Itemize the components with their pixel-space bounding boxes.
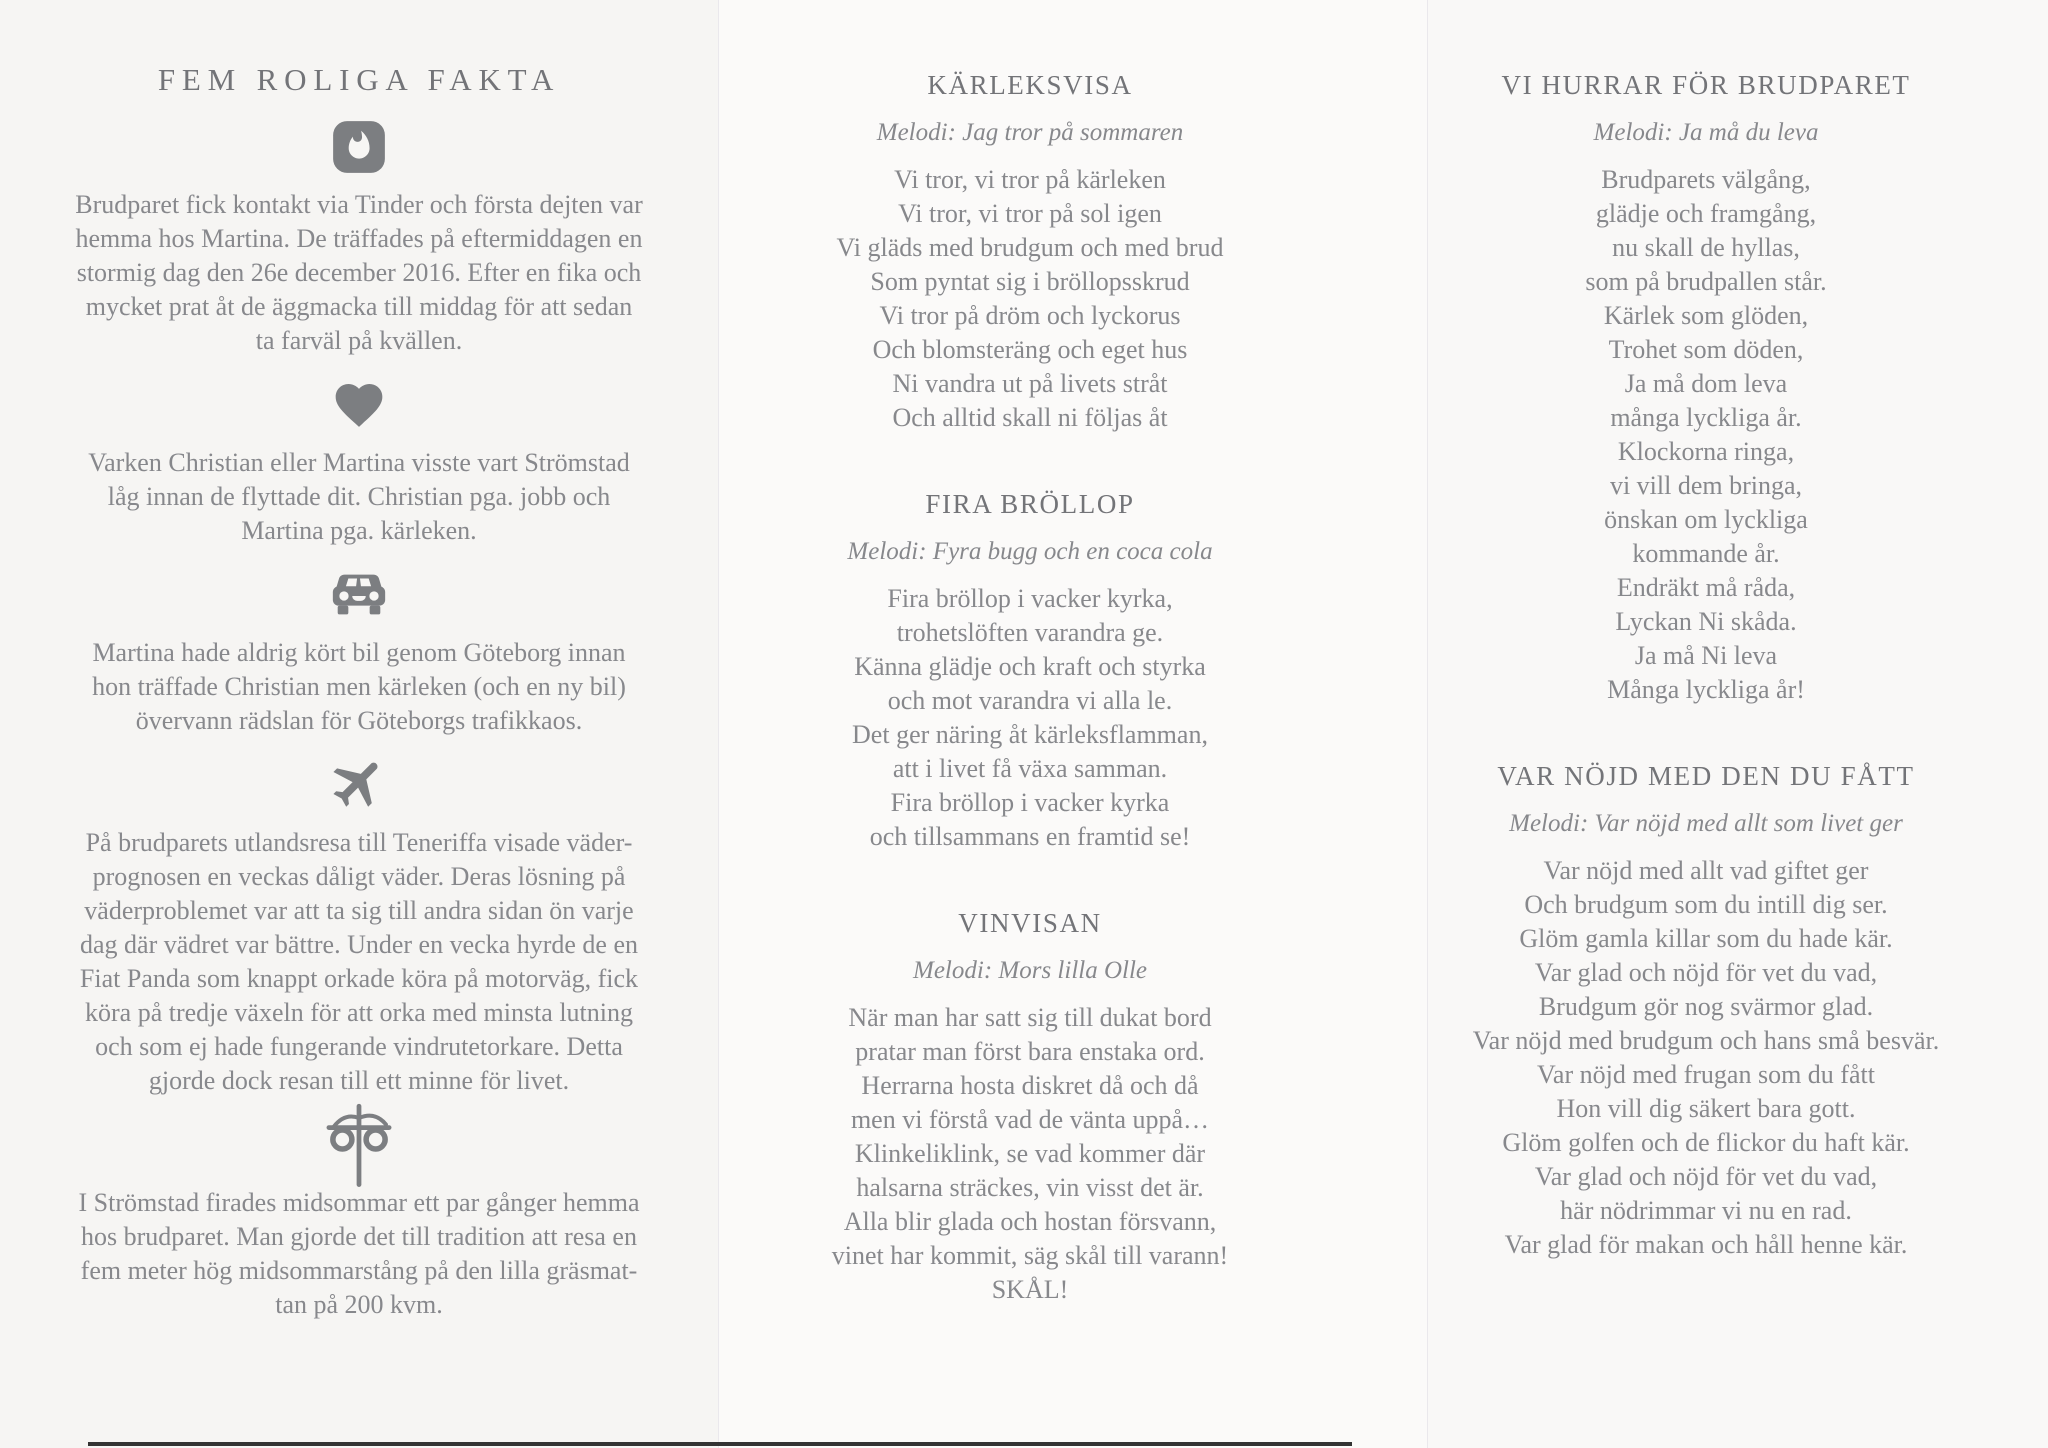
fact-text (57, 188, 661, 358)
fact-line: Varken Christian eller Martina visste vart Strömstad (88, 448, 630, 477)
verse-line: Var nöjd med frugan som du fått (1537, 1060, 1875, 1089)
verse-line: Var glad och nöjd för vet du vad, (1534, 1162, 1878, 1191)
airplane-icon (57, 752, 661, 818)
song-title: FIRA BRÖLLOP (925, 489, 1135, 519)
verse-line: här nödrimmar vi nu en rad. (1560, 1196, 1852, 1225)
verse-line: Som pyntat sig i bröllopsskrud (870, 267, 1190, 296)
songs-panel-right (1428, 0, 2048, 1448)
verse-line: trohetslöften varandra ge. (896, 618, 1164, 647)
fact-line: hemma hos Martina. De träffades på eftermiddagen en (75, 224, 643, 253)
song-title: VI HURRAR FÖR BRUDPARET (1501, 70, 1911, 100)
verse-line: vi vill dem bringa, (1609, 471, 1803, 500)
song-block (777, 489, 1283, 854)
verse-line: Ja må dom leva (1624, 369, 1788, 398)
verse-line: många lyckliga år. (1610, 403, 1802, 432)
song-melody: Melodi: Mors lilla Olle (913, 957, 1147, 984)
verse-line: och tillsammans en framtid se! (869, 822, 1191, 851)
fact-line: tan på 200 kvm. (275, 1290, 443, 1319)
verse-line: vinet har kommit, säg skål till varann! (831, 1241, 1229, 1270)
song-verse (1444, 163, 1968, 707)
verse-line: Endräkt må råda, (1616, 573, 1796, 602)
verse-line: Ni vandra ut på livets stråt (892, 369, 1168, 398)
verse-line: När man har satt sig till dukat bord (848, 1003, 1212, 1032)
tinder-flame-icon (57, 114, 661, 180)
song-verse (777, 1001, 1283, 1307)
verse-line: SKÅL! (991, 1275, 1069, 1304)
verse-line: Många lyckliga år! (1607, 675, 1805, 704)
video-progress-bar[interactable] (88, 1442, 1352, 1446)
verse-line: som på brudpallen står. (1585, 267, 1827, 296)
songs-panel-right-content (1444, 0, 1968, 1262)
fact-line: fem meter hög midsommarstång på den lilla gräsmat- (80, 1256, 638, 1285)
song-title: VAR NÖJD MED DEN DU FÅTT (1497, 761, 1915, 791)
verse-line: Glöm golfen och de flickor du haft kär. (1502, 1128, 1910, 1157)
songs-list-right (1444, 70, 1968, 1262)
songs-panel-middle (718, 0, 1428, 1448)
verse-line: Kärlek som glöden, (1603, 301, 1809, 330)
verse-line: Glöm gamla killar som du hade kär. (1519, 924, 1893, 953)
verse-line: Vi tror, vi tror på kärleken (894, 165, 1166, 194)
facts-title: FEM ROLIGA FAKTA (157, 62, 561, 97)
verse-line: Och alltid skall ni följas åt (892, 403, 1168, 432)
songs-list-middle (777, 70, 1283, 1307)
verse-line: halsarna sträckes, vin visst det är. (856, 1173, 1204, 1202)
fact-line: övervann rädslan för Göteborgs trafikkaos. (135, 706, 583, 735)
verse-line: kommande år. (1632, 539, 1780, 568)
verse-line: Var glad för makan och håll henne kär. (1504, 1230, 1908, 1259)
verse-line: Fira bröllop i vacker kyrka, (887, 584, 1173, 613)
verse-line: att i livet få växa samman. (892, 754, 1168, 783)
verse-line: Vi gläds med brudgum och med brud (836, 233, 1224, 262)
verse-line: pratar man först bara enstaka ord. (855, 1037, 1205, 1066)
verse-line: Var nöjd med allt vad giftet ger (1543, 856, 1869, 885)
fact-item (57, 562, 661, 738)
fact-item (57, 1112, 661, 1322)
facts-panel (0, 0, 718, 1448)
song-title: VINVISAN (958, 908, 1102, 938)
fact-text (57, 1186, 661, 1322)
song-verse (777, 163, 1283, 435)
verse-line: Det ger näring åt kärleksflamman, (852, 720, 1208, 749)
verse-line: men vi förstå vad de vänta uppå… (850, 1105, 1210, 1134)
fact-line: Fiat Panda som knappt orkade köra på motorväg, fick (79, 964, 639, 993)
song-verse (1444, 854, 1968, 1262)
fact-item (57, 752, 661, 1098)
verse-line: Lyckan Ni skåda. (1615, 607, 1797, 636)
verse-line: Brudparets välgång, (1601, 165, 1811, 194)
fact-line: gjorde dock resan till ett minne för livet. (148, 1066, 570, 1095)
fact-item (57, 372, 661, 548)
fact-line: hon träffade Christian men kärleken (och en ny bil) (92, 672, 626, 701)
verse-line: Var glad och nöjd för vet du vad, (1534, 958, 1878, 987)
fact-line: mycket prat åt de äggmacka till middag för att sedan (85, 292, 633, 321)
verse-line: Ja må Ni leva (1634, 641, 1778, 670)
fact-line: väderproblemet var att ta sig till andra sidan ön varje (84, 896, 634, 925)
fact-line: prognosen en veckas dåligt väder. Deras lösning på (92, 862, 626, 891)
fact-line: köra på tredje växeln för att orka med minsta lutning (85, 998, 633, 1027)
verse-line: Trohet som döden, (1608, 335, 1804, 364)
song-block (777, 70, 1283, 435)
song-melody: Melodi: Jag tror på sommaren (876, 119, 1184, 146)
song-melody: Melodi: Fyra bugg och en coca cola (847, 538, 1213, 565)
verse-line: Brudgum gör nog svärmor glad. (1538, 992, 1874, 1021)
verse-line: önskan om lyckliga (1604, 505, 1808, 534)
verse-line: Klockorna ringa, (1617, 437, 1795, 466)
maypole-icon (57, 1112, 661, 1178)
song-block (1444, 70, 1968, 707)
verse-line: glädje och framgång, (1595, 199, 1817, 228)
song-verse (777, 582, 1283, 854)
verse-line: Hon vill dig säkert bara gott. (1556, 1094, 1856, 1123)
fact-line: Brudparet fick kontakt via Tinder och första dejten var (75, 190, 643, 219)
fact-line: stormig dag den 26e december 2016. Efter en fika och (76, 258, 642, 287)
fact-line: Martina pga. kärleken. (241, 516, 477, 545)
car-icon (57, 562, 661, 628)
fact-line: hos brudparet. Man gjorde det till tradition att resa en (81, 1222, 637, 1251)
song-block (777, 908, 1283, 1307)
fact-line: låg innan de flyttade dit. Christian pga. jobb och (107, 482, 611, 511)
verse-line: Herrarna hosta diskret då och då (861, 1071, 1199, 1100)
verse-line: Klinkeliklink, se vad kommer där (854, 1139, 1206, 1168)
song-melody: Melodi: Var nöjd med allt som livet ger (1509, 810, 1903, 837)
songs-panel-middle-content (777, 0, 1283, 1307)
fact-line: På brudparets utlandsresa till Teneriffa visade väder- (85, 828, 633, 857)
verse-line: och mot varandra vi alla le. (887, 686, 1173, 715)
verse-line: nu skall de hyllas, (1612, 233, 1800, 262)
verse-line: Känna glädje och kraft och styrka (854, 652, 1206, 681)
heart-icon (57, 372, 661, 438)
song-title: KÄRLEKSVISA (927, 70, 1133, 100)
fact-text (57, 636, 661, 738)
fact-item (57, 114, 661, 358)
fact-text (57, 826, 661, 1098)
fact-line: dag där vädret var bättre. Under en vecka hyrde de en (80, 930, 638, 959)
verse-line: Vi tror på dröm och lyckorus (879, 301, 1181, 330)
fact-line: ta farväl på kvällen. (255, 326, 463, 355)
verse-line: Var nöjd med brudgum och hans små besvär. (1472, 1026, 1940, 1055)
fact-line: Martina hade aldrig kört bil genom Göteborg innan (92, 638, 626, 667)
verse-line: Och blomsteräng och eget hus (872, 335, 1188, 364)
fact-text (57, 446, 661, 548)
fact-line: I Strömstad firades midsommar ett par gånger hemma (78, 1188, 640, 1217)
song-melody: Melodi: Ja må du leva (1593, 119, 1819, 146)
facts-panel-content (57, 0, 661, 1322)
facts-list (57, 114, 661, 1322)
verse-line: Och brudgum som du intill dig ser. (1524, 890, 1888, 919)
fact-line: och som ej hade fungerande vindrutetorkare. Detta (95, 1032, 623, 1061)
verse-line: Vi tror, vi tror på sol igen (898, 199, 1162, 228)
song-block (1444, 761, 1968, 1262)
verse-line: Fira bröllop i vacker kyrka (890, 788, 1170, 817)
verse-line: Alla blir glada och hostan försvann, (843, 1207, 1217, 1236)
